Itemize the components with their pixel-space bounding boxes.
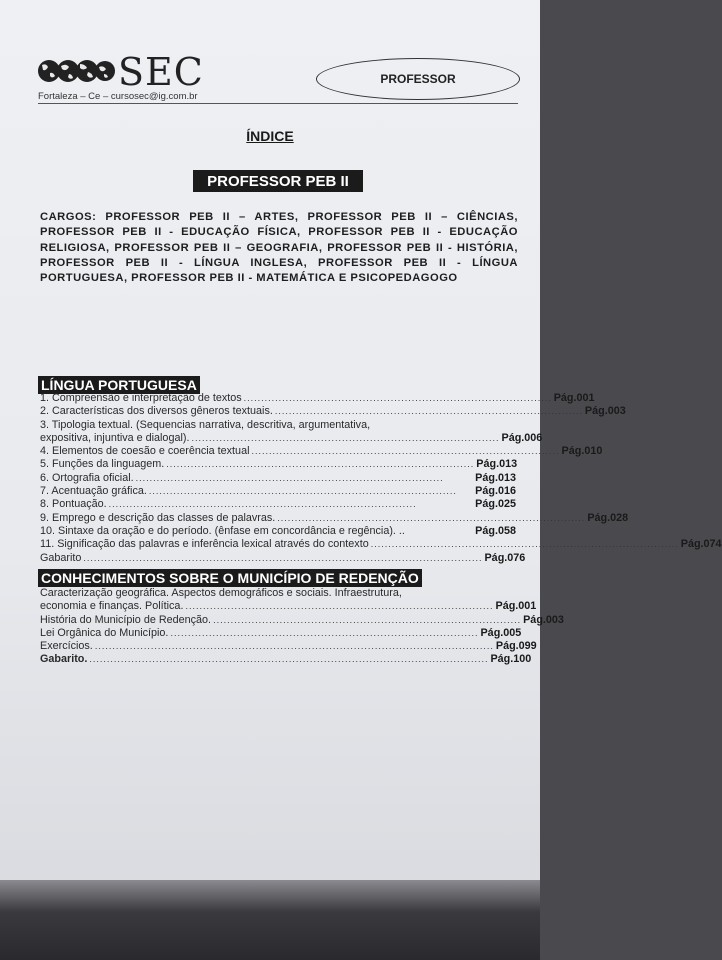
toc-entry-page: Pág.010 — [561, 445, 603, 458]
toc-entry-text: 2. Características dos diversos gêneros textuais. — [40, 405, 273, 418]
toc-entry-text: Exercícios. — [40, 640, 93, 653]
toc-entry: Gabarito .................................................................................................................. Pág.076 — [40, 551, 526, 564]
toc-entry-text: Gabarito — [40, 551, 82, 564]
toc-entry-text: 4. Elementos de coesão e coerência textual — [40, 445, 250, 458]
toc-entry-text: 10. Sintaxe da oração e do período. (ênfase em concordância e regência). .. — [40, 524, 405, 537]
toc-entry: 11. Significação das palavras e inferência lexical através do contexto ........................................................................................ Pág.074 — [40, 538, 722, 551]
toc-entry-text: História do Município de Redenção. — [40, 613, 212, 626]
toc-entry: História do Município de Redenção. ........................................................................................ Pág.003 — [40, 613, 564, 626]
logo-text: SEC — [118, 50, 204, 94]
toc-entry-page: Pág.028 — [587, 511, 629, 524]
toc-entry-page: Pág.025 — [475, 498, 516, 511]
toc-entry-text: 5. Funções da linguagem. — [40, 458, 165, 471]
toc-entry: 2. Características dos diversos gêneros textuais. ........................................................................................ Pág.003 — [40, 405, 626, 418]
toc-entry-page: Pág.013 — [475, 471, 516, 484]
toc-entry — [40, 525, 516, 538]
toc-entry-page: Pág.001 — [495, 600, 537, 613]
toc-entry-page: Pág.016 — [475, 485, 516, 498]
toc-entry-text: 1. Compreensão e interpretação de textos — [40, 392, 242, 404]
cargos-paragraph: CARGOS: PROFESSOR PEB II – ARTES, PROFESSOR PEB II – CIÊNCIAS, PROFESSOR PEB II - EDUCAÇÃO FÍSICA, PROFESSOR PEB II - EDUCAÇÃO RELIGIOSA, PROFESSOR PEB II – GEOGRAFIA, PROFESSOR PEB II - HISTÓRIA, PROFESSOR PEB II - LÍNGUA INGLESA, PROFESSOR PEB II - LÍNGUA PORTUGUESA, PROFESSOR PEB II - MATEMÁTICA E PSICOPEDAGOGO — [40, 211, 518, 285]
toc-entry-text: Caracterização geográfica. Aspectos demográficos e sociais. Infraestrutura, — [40, 587, 402, 599]
toc-entry-page: Pág.100 — [490, 653, 532, 666]
toc-entry-page: Pág.003 — [584, 405, 626, 418]
logo-subtitle: Fortaleza – Ce – cursosec@ig.com.br — [38, 91, 198, 102]
index-title: ÍNDICE — [246, 128, 294, 144]
role-badge: PROFESSOR — [316, 58, 520, 100]
toc-entry-page: Pág.006 — [501, 431, 543, 444]
toc-entry: 6. Ortografia oficial. ........................................................................................ Pág.013 — [40, 471, 516, 484]
toc-entry-page: Pág.076 — [484, 551, 526, 564]
toc-entry-page: Pág.058 — [475, 524, 516, 537]
toc-entry: economia e finanças. Política. ........................................................................................ Pág.001 — [40, 600, 537, 613]
toc-entry-page: Pág.003 — [523, 613, 564, 626]
toc-entry: 8. Pontuação. ........................................................................................ Pág.025 — [40, 498, 516, 511]
globes-icon — [38, 57, 116, 85]
toc-entry-text: Gabarito. — [40, 653, 88, 666]
toc-entry-text: 9. Emprego e descrição das classes de palavras. — [40, 511, 276, 524]
toc-entry: 7. Acentuação gráfica. ........................................................................................ Pág.016 — [40, 485, 516, 498]
toc-entry-page: Pág.013 — [476, 458, 518, 471]
toc-entry: expositiva, injuntiva e dialogal). ........................................................................................ Pág.006 — [40, 431, 543, 444]
toc-entry-text: 6. Ortografia oficial. — [40, 471, 134, 484]
toc-entry-text: Lei Orgânica do Município. — [40, 626, 169, 639]
toc-entry: 4. Elementos de coesão e coerência textual ........................................................................................ Pág.010 — [40, 445, 603, 458]
page-shadow — [0, 880, 540, 960]
toc-entry: 9. Emprego e descrição das classes de palavras. ........................................................................................ Pág.028 — [40, 511, 629, 524]
toc-list-municipio — [40, 587, 564, 667]
toc-entry: 1. Compreensão e interpretação de textos ........................................................................................ Pág.001 — [40, 392, 595, 404]
toc-entry-text: 8. Pontuação. — [40, 498, 107, 511]
toc-entry-page: Pág.074 — [680, 538, 722, 551]
toc-entry-text: 7. Acentuação gráfica. — [40, 485, 147, 498]
toc-list-lingua-portuguesa — [40, 392, 722, 565]
toc-entry-text: expositiva, injuntiva e dialogal). — [40, 431, 190, 444]
toc-entry-text: economia e finanças. Política. — [40, 600, 184, 613]
toc-entry-text: 3. Tipologia textual. (Sequencias narrativa, descritiva, argumentativa, — [40, 418, 371, 431]
index-subtitle: PROFESSOR PEB II — [193, 170, 363, 192]
toc-entry-page: Pág.099 — [495, 640, 537, 653]
section-heading-municipio: CONHECIMENTOS SOBRE O MUNICÍPIO DE REDENÇÃO — [38, 569, 422, 587]
toc-entry: Lei Orgânica do Município. ........................................................................................ Pág.005 — [40, 626, 522, 639]
toc-entry: Gabarito. .................................................................................................................. Pág.100 — [40, 653, 532, 666]
toc-entry-page: Pág.005 — [480, 626, 522, 639]
toc-entry-page: Pág.001 — [553, 392, 595, 404]
toc-entry: 5. Funções da linguagem. ........................................................................................ Pág.013 — [40, 458, 518, 471]
toc-entry-text: 11. Significação das palavras e inferência lexical através do contexto — [40, 538, 369, 551]
header-divider — [38, 103, 518, 104]
toc-entry: Exercícios. .................................................................................................................. Pág.099 — [40, 640, 537, 653]
section-heading-lingua-portuguesa: LÍNGUA PORTUGUESA — [38, 376, 200, 394]
